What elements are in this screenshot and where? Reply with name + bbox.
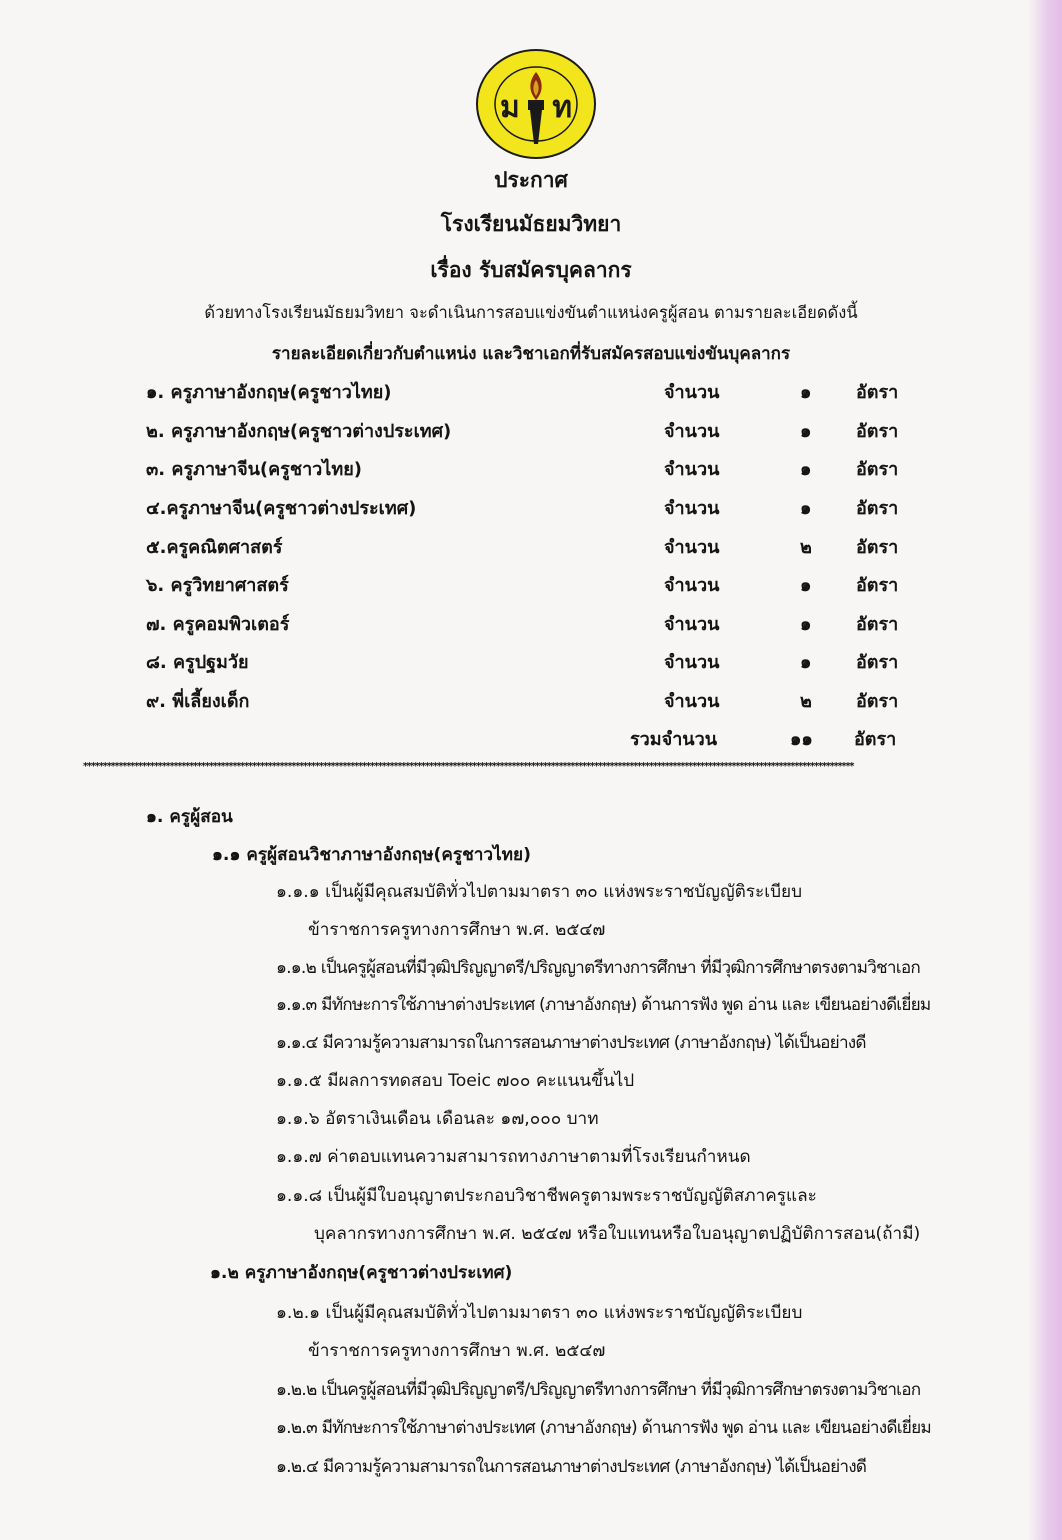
quantity-label: จำนวน: [664, 614, 720, 635]
requirement-item: ๑.๒.๒ เป็นครูผู้สอนที่มีวุฒิปริญญาตรี/ปริญญาตรีทางการศึกษา ที่มีวุฒิการศึกษาตรงตามวิชาเอก: [276, 1380, 921, 1400]
section-title: ๑. ครูผู้สอน: [146, 807, 233, 827]
school-logo: [474, 48, 598, 160]
position-name: ๕.ครูคณิตศาสตร์: [146, 537, 283, 558]
quantity-unit: อัตรา: [856, 537, 899, 558]
quantity-value: ๑: [800, 498, 812, 519]
requirement-item: ๑.๒.๔ มีความรู้ความสามารถในการสอนภาษาต่างประเทศ (ภาษาอังกฤษ) ได้เป็นอย่างดี: [276, 1457, 867, 1477]
position-row: [0, 570, 1062, 608]
position-name: ๔.ครูภาษาจีน(ครูชาวต่างประเทศ): [146, 498, 417, 519]
quantity-unit: อัตรา: [856, 498, 899, 519]
announcement-subject: เรื่อง รับสมัครบุคลากร: [430, 258, 632, 282]
requirement-item: ๑.๒.๑ เป็นผู้มีคุณสมบัติทั่วไปตามมาตรา ๓๐ แห่งพระราชบัญญัติระเบียบ: [276, 1303, 803, 1323]
position-row: [0, 454, 1062, 492]
total-label: รวมจำนวน: [630, 729, 718, 750]
requirement-item: ๑.๑.๖ อัตราเงินเดือน เดือนละ ๑๗,๐๐๐ บาท: [276, 1109, 599, 1129]
position-row: [0, 647, 1062, 685]
total-value: ๑๑: [790, 729, 813, 750]
requirement-item: ๑.๑.๘ เป็นผู้มีใบอนุญาตประกอบวิชาชีพครูตามพระราชบัญญัติสภาครูและ: [276, 1186, 817, 1206]
requirement-item: ๑.๑.๕ มีผลการทดสอบ Toeic ๗๐๐ คะแนนขึ้นไป: [276, 1071, 635, 1091]
requirement-item: ๑.๑.๓ มีทักษะการใช้ภาษาต่างประเทศ (ภาษาอังกฤษ) ด้านการฟัง พูด อ่าน และ เขียนอย่างดีเยี่ยม: [276, 995, 931, 1015]
requirement-item: ๑.๑.๒ เป็นครูผู้สอนที่มีวุฒิปริญญาตรี/ปริญญาตรีทางการศึกษา ที่มีวุฒิการศึกษาตรงตามวิชาเอก: [276, 958, 920, 978]
quantity-value: ๑: [800, 652, 812, 673]
details-heading: รายละเอียดเกี่ยวกับตำแหน่ง และวิชาเอกที่รับสมัครสอบแข่งขันบุคลากร: [271, 344, 791, 364]
quantity-unit: อัตรา: [856, 421, 899, 442]
quantity-value: ๑: [800, 382, 812, 403]
quantity-value: ๑: [800, 421, 812, 442]
quantity-label: จำนวน: [664, 498, 720, 519]
position-name: ๗. ครูคอมพิวเตอร์: [146, 614, 290, 635]
position-name: ๓. ครูภาษาจีน(ครูชาวไทย): [146, 459, 362, 480]
separator-line: ****************************************************************************************************************************************************************************************************: [83, 762, 854, 772]
quantity-unit: อัตรา: [856, 614, 899, 635]
position-row: [0, 532, 1062, 570]
quantity-value: ๒: [800, 537, 812, 558]
position-name: ๒. ครูภาษาอังกฤษ(ครูชาวต่างประเทศ): [146, 421, 452, 442]
position-name: ๘. ครูปฐมวัย: [146, 652, 249, 673]
quantity-label: จำนวน: [664, 459, 720, 480]
requirement-item: ๑.๑.๔ มีความรู้ความสามารถในการสอนภาษาต่างประเทศ (ภาษาอังกฤษ) ได้เป็นอย่างดี: [276, 1033, 866, 1053]
position-row: [0, 493, 1062, 531]
quantity-label: จำนวน: [664, 575, 720, 596]
logo-monogram: ม ท: [500, 90, 572, 125]
requirement-item: ๑.๑.๗ ค่าตอบแทนความสามารถทางภาษาตามที่โรงเรียนกำหนด: [276, 1147, 751, 1167]
position-row: [0, 416, 1062, 454]
quantity-unit: อัตรา: [856, 652, 899, 673]
quantity-label: จำนวน: [664, 421, 720, 442]
quantity-value: ๒: [800, 691, 812, 712]
quantity-unit: อัตรา: [856, 575, 899, 596]
quantity-value: ๑: [800, 459, 812, 480]
subsection-title: ๑.๑ ครูผู้สอนวิชาภาษาอังกฤษ(ครูชาวไทย): [212, 845, 531, 865]
requirement-item: ๑.๑.๑ เป็นผู้มีคุณสมบัติทั่วไปตามมาตรา ๓๐ แห่งพระราชบัญญัติระเบียบ: [276, 882, 802, 902]
position-name: ๑. ครูภาษาอังกฤษ(ครูชาวไทย): [146, 382, 392, 403]
requirement-item-continued: ข้าราชการครูทางการศึกษา พ.ศ. ๒๕๔๗: [308, 920, 606, 940]
position-name: ๖. ครูวิทยาศาสตร์: [146, 575, 289, 596]
requirement-item-continued: บุคลากรทางการศึกษา พ.ศ. ๒๕๔๗ หรือใบแทนหรือใบอนุญาตปฏิบัติการสอน(ถ้ามี): [314, 1224, 921, 1244]
position-name: ๙. พี่เลี้ยงเด็ก: [146, 691, 250, 712]
subsection-title: ๑.๒ ครูภาษาอังกฤษ(ครูชาวต่างประเทศ): [210, 1263, 513, 1283]
quantity-label: จำนวน: [664, 382, 720, 403]
requirement-item: ๑.๒.๓ มีทักษะการใช้ภาษาต่างประเทศ (ภาษาอังกฤษ) ด้านการฟัง พูด อ่าน และ เขียนอย่างดีเยี่ยม: [276, 1418, 931, 1438]
quantity-label: จำนวน: [664, 537, 720, 558]
quantity-unit: อัตรา: [856, 691, 899, 712]
quantity-value: ๑: [800, 575, 812, 596]
requirement-item-continued: ข้าราชการครูทางการศึกษา พ.ศ. ๒๕๔๗: [308, 1341, 606, 1361]
position-row: [0, 609, 1062, 647]
quantity-value: ๑: [800, 614, 812, 635]
quantity-label: จำนวน: [664, 691, 720, 712]
quantity-unit: อัตรา: [856, 382, 899, 403]
page-title: ประกาศ: [494, 168, 568, 192]
total-unit: อัตรา: [854, 729, 897, 750]
position-row: [0, 377, 1062, 415]
quantity-unit: อัตรา: [856, 459, 899, 480]
school-name: โรงเรียนมัธยมวิทยา: [440, 212, 622, 236]
position-row: [0, 686, 1062, 724]
intro-text: ด้วยทางโรงเรียนมัธยมวิทยา จะดำเนินการสอบแข่งขันตำแหน่งครูผู้สอน ตามรายละเอียดดังนี้: [204, 303, 858, 322]
quantity-label: จำนวน: [664, 652, 720, 673]
